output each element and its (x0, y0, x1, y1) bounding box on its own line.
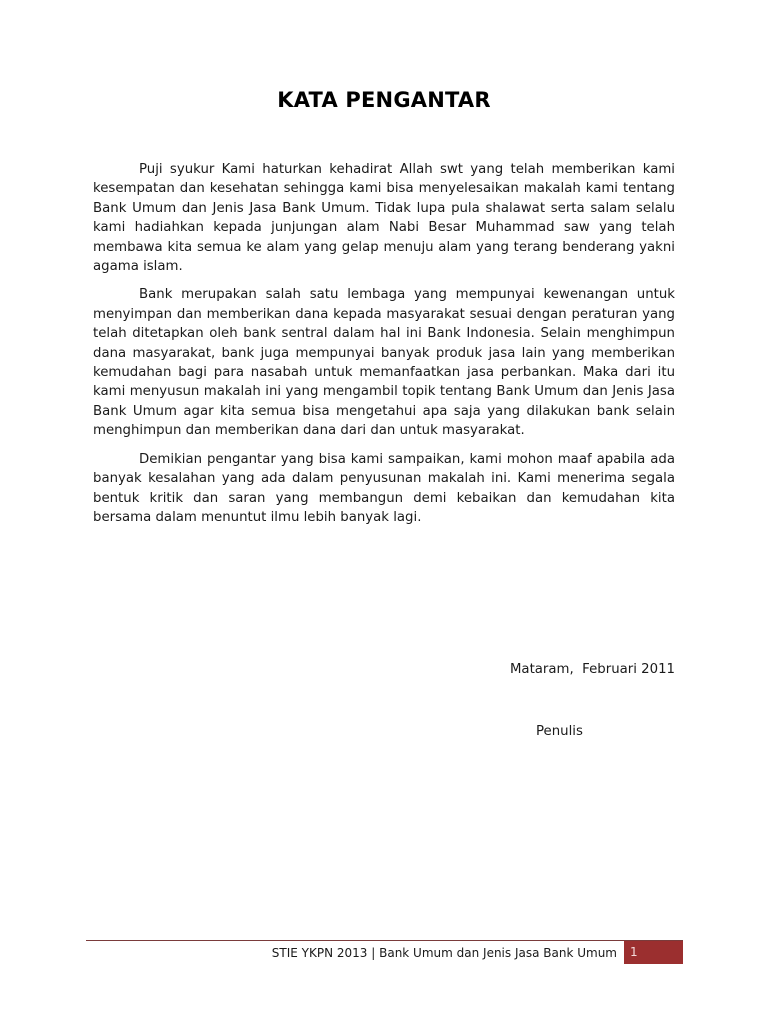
page-number-badge (624, 941, 683, 964)
paragraph-opening: Puji syukur Kami haturkan kehadirat Allah swt yang telah memberikan kami kesempatan dan kesehatan sehingga kami bisa menyelesaikan makalah kami tentang Bank Umum dan Jenis Jasa Bank Umum. Tidak lupa pula shalawat serta salam selalu kami hadiahkan kepada junjungan alam Nabi Besar Muhammad saw yang telah membawa kita semua ke alam yang gelap menuju alam yang terang benderang yakni agama islam. (93, 162, 675, 275)
footer-divider (86, 940, 683, 941)
footer-text: STIE YKPN 2013 | Bank Umum dan Jenis Jasa Bank Umum (271, 946, 617, 960)
paragraph-bank-description: Bank merupakan salah satu lembaga yang mempunyai kewenangan untuk menyimpan dan memberikan dana kepada masyarakat sesuai dengan peraturan yang telah ditetapkan oleh bank sentral dalam hal ini Bank Indonesia. Selain menghimpun dana masyarakat, bank juga mempunyai banyak produk jasa lain yang memberikan kemudahan bagi para nasabah untuk memanfaatkan jasa perbankan. Maka dari itu kami menyusun makalah ini yang mengambil topik tentang Bank Umum dan Jenis Jasa Bank Umum agar kita semua bisa mengetahui apa saja yang dilakukan bank selain menghimpun dan memberikan dana dari dan untuk masyarakat. (93, 287, 675, 439)
place-and-date: Mataram, Februari 2011 (509, 662, 675, 677)
signer-name: Penulis (536, 724, 583, 739)
page-number: 1 (630, 945, 638, 959)
body-text (93, 160, 675, 536)
page-title: KATA PENGANTAR (277, 88, 491, 112)
paragraph-closing: Demikian pengantar yang bisa kami sampaikan, kami mohon maaf apabila ada banyak kesalahan yang ada dalam penyusunan makalah ini. Kami menerima segala bentuk kritik dan saran yang membangun demi kebaikan dan kemudahan kita bersama dalam menuntut ilmu lebih banyak lagi. (93, 451, 675, 525)
